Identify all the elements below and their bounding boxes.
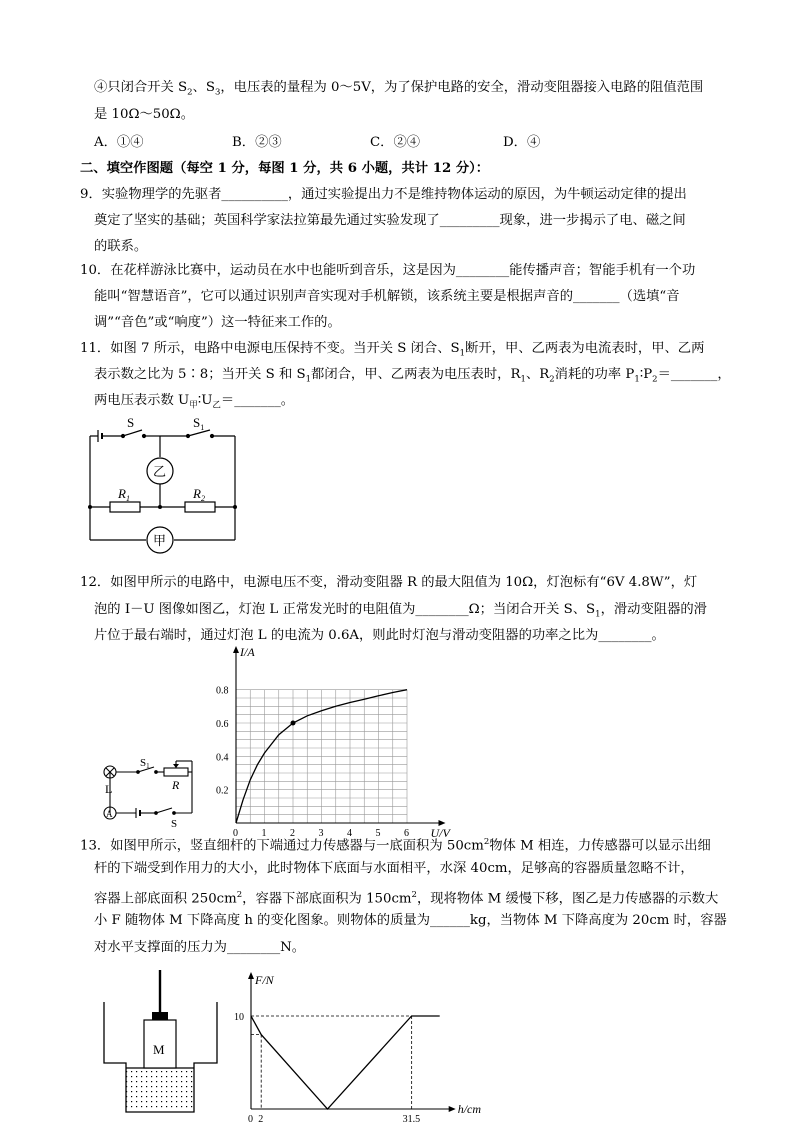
meter-jia: 甲	[153, 533, 167, 548]
q12-line1: 12．如图甲所示的电路中，电源电压不变，滑动变阻器 R 的最大阻值为 10Ω，灯泡标有“6V 4.8W”，灯	[80, 575, 698, 590]
q13-line4: 小 F 随物体 M 下降高度 h 的变化图象。则物体的质量为______kg，当物体 M 下降高度为 20cm 时，容器	[94, 913, 727, 928]
y-axis-arrow-icon	[248, 972, 254, 979]
q13-line2: 杆的下端受到作用力的大小，此时物体下底面与水面相平，水深 40cm，足够高的容器质量忽略不计，	[94, 861, 694, 876]
slider-arrow-icon	[173, 764, 179, 768]
q13-line3: 容器上部底面积 $250cm^2$，容器下部底面积为 $150cm^2$，现将物体 M 缓慢下移，图乙是力传感器的示数大	[94, 890, 719, 907]
chart-axes	[233, 646, 446, 826]
label-s1: S1	[140, 757, 150, 770]
y-tick-label: 0.6	[216, 719, 229, 730]
q8-item4-line2: 是 10Ω～50Ω。	[94, 107, 195, 122]
q12-line3: 片位于最右端时，通过灯泡 L 的电流为 0.6A，则此时灯泡与滑动变阻器的功率之比为________。	[94, 628, 665, 643]
chart-guides	[251, 1016, 412, 1109]
junction-dot	[233, 505, 237, 509]
x-tick-label: 1	[261, 828, 267, 839]
q8-item4-line1: ④只闭合开关 $S_2$、$S_3$，电压表的量程为 0～5V，为了保护电路的安全，滑动变阻器接入电路的阻值范围	[94, 80, 704, 98]
chart-grid	[236, 690, 407, 823]
choice-d[interactable]: D．④	[503, 135, 541, 150]
x-tick-label: 6	[404, 828, 409, 839]
label-s: S	[171, 818, 178, 830]
force-sensor	[152, 1012, 168, 1020]
junction-dot	[158, 505, 162, 509]
x-tick-label: 0	[233, 828, 238, 839]
q10-line2: 能叫“智慧语音”，它可以通过识别声音实现对手机解锁，该系统主要是根据声音的_______（选填“音	[94, 289, 680, 304]
x-tick-label: 5	[375, 828, 381, 839]
label-s1: $S_1$	[193, 415, 205, 432]
fh-y-label: F/N	[255, 973, 274, 987]
x-axis-arrow-icon	[449, 1106, 456, 1112]
q12-circuit-diagram	[98, 757, 198, 830]
x-tick-label: 0	[248, 1114, 253, 1123]
label-r: R	[172, 778, 180, 792]
choice-b[interactable]: B．②③	[232, 135, 282, 150]
y-tick-label: 10	[234, 1012, 244, 1023]
choice-a[interactable]: A．①④	[94, 135, 144, 150]
q9-line3: 的联系。	[94, 239, 148, 254]
y-tick-label: 0.2	[216, 785, 229, 797]
iu-chart	[210, 643, 460, 838]
fh-x-label: h/cm	[457, 1102, 482, 1116]
section-heading: 二、填空作图题（每空 1 分，每图 1 分，共 6 小题，共计 12 分）：	[80, 161, 490, 176]
meter-yi: 乙	[153, 464, 167, 479]
x-tick-label: 2	[290, 828, 295, 839]
q13-container-diagram	[100, 970, 230, 1120]
choice-c[interactable]: C．②④	[370, 135, 421, 150]
x-tick-label: 3	[318, 828, 324, 839]
q12-line2: 泡的 I－U 图像如图乙，灯泡 L 正常发光时的电阻值为________Ω；当闭合开关 S、$S_1$，滑动变阻器的滑	[94, 602, 707, 620]
x-tick-label: 2	[258, 1114, 264, 1123]
label-r2: $R_2$	[193, 486, 205, 503]
q11-circuit-diagram	[80, 415, 250, 555]
q9-line1: 9．实验物理学的先驱者__________，通过实验提出力不是维持物体运动的原因，为牛顿运动定律的提出	[80, 187, 687, 202]
junction-dot	[88, 505, 92, 509]
q11-line1: 11．如图 7 所示，电路中电源电压保持不变。当开关 S 闭合、$S_1$断开，甲、乙两表为电流表时，甲、乙两	[80, 341, 705, 359]
q10-line1: 10．在花样游泳比赛中，运动员在水中也能听到音乐，这是因为________能传播声音；智能手机有一个功	[80, 263, 696, 278]
chart-axes	[248, 972, 456, 1112]
label-m: M	[153, 1042, 165, 1057]
q10-line3: 调”“音色”或“响度”）这一特征来工作的。	[94, 315, 341, 330]
water-region	[126, 1068, 194, 1111]
q13-line5: 对水平支撑面的压力为________N。	[94, 940, 306, 955]
iu-x-label: U/V	[430, 826, 450, 840]
x-tick-label: 31.5	[402, 1114, 421, 1123]
q11-line2: 表示数之比为 5∶8；当开关 S 和 $S_1$都闭合，甲、乙两表为电压表时，$R_1$、$R_2$消耗的功率 $P_1∶P_2=\_\_\_\_\_\_\_$，	[94, 367, 731, 385]
q13-line1: 13．如图甲所示，竖直细杆的下端通过力传感器与一底面积为 $50cm^2$物体 M 相连，力传感器可以显示出细	[80, 837, 711, 854]
iu-y-label: I/A	[240, 645, 255, 659]
y-tick-label: 0.4	[216, 752, 229, 764]
fh-chart	[228, 968, 482, 1123]
ammeter-a: A	[106, 809, 113, 819]
label-l: L	[105, 782, 113, 796]
y-axis-arrow-icon	[233, 646, 239, 653]
label-s: S	[127, 415, 135, 430]
q11-line3: 两电压表示数 $U_甲∶U_乙=\_\_\_\_\_\_\_$。	[94, 393, 295, 411]
label-r1: $R_1$	[118, 486, 130, 503]
q9-line2: 奠定了坚实的基础；英国科学家法拉第最先通过实验发现了_________现象，进一步揭示了电、磁之间	[94, 213, 686, 228]
y-tick-label: 0.8	[216, 685, 229, 697]
x-tick-label: 4	[347, 828, 352, 839]
iu-marked-point	[291, 721, 296, 726]
